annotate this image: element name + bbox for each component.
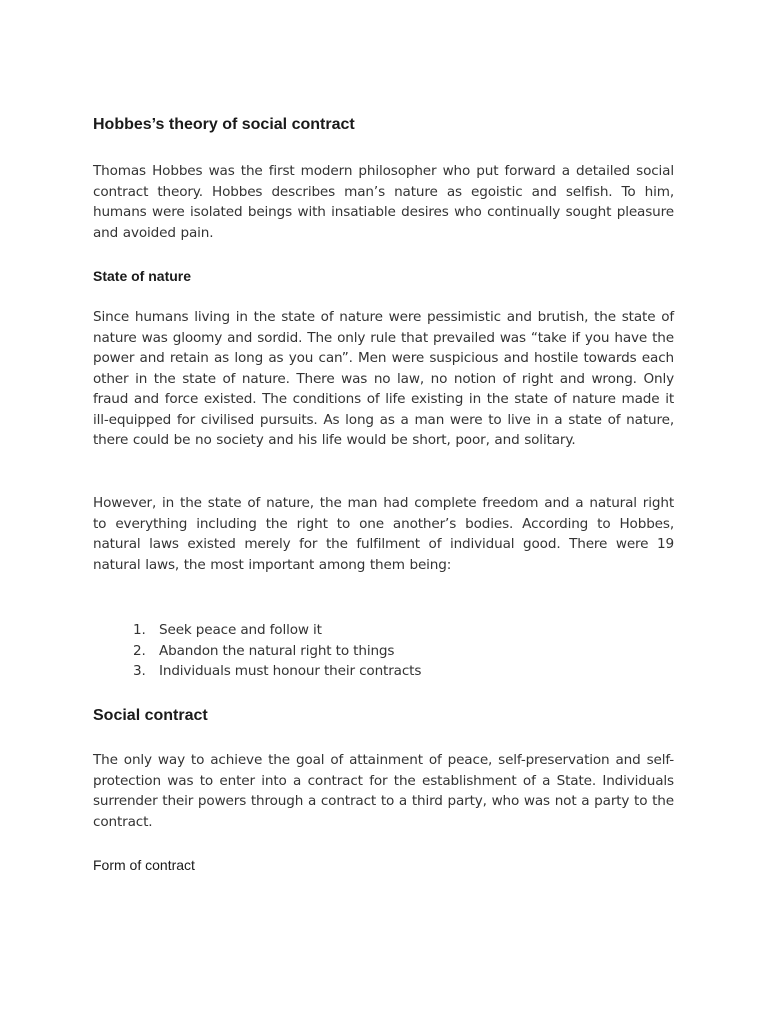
heading-social-contract: Social contract xyxy=(93,707,208,724)
list-item-text: Seek peace and follow it xyxy=(159,622,322,638)
list-item-number: 2. xyxy=(133,642,146,659)
list-item-number: 1. xyxy=(133,622,146,638)
list-item-number: 3. xyxy=(133,663,146,679)
list-item xyxy=(133,641,421,662)
list-item-text: Abandon the natural right to things xyxy=(159,642,395,659)
heading-state-of-nature: State of nature xyxy=(93,268,192,284)
heading-form-of-contract: Form of contract xyxy=(93,857,195,873)
state-of-nature-paragraph-1: Since humans living in the state of nature were pessimistic and brutish, the state of nature was gloomy and sordid. The only rule that prevailed was “take if you have the power and retain as long as you can”. Men were suspicious and hostile towards each other in the state of nature. There was no law, no notion of right and wrong. Only fraud and force existed. The conditions of life existing in the state of nature made it ill-equipped for civilised pursuits. As long as a man were to live in a state of nature, there could be no society and his life would be short, poor, and solitary. xyxy=(93,309,674,448)
natural-laws-list xyxy=(133,620,421,682)
state-of-nature-paragraph-2: However, in the state of nature, the man had complete freedom and a natural right to everything including the right to one another’s bodies. According to Hobbes, natural laws existed merely for the fulfilment of individual good. There were 19 natural laws, the most important among them being: xyxy=(93,495,674,573)
intro-paragraph: Thomas Hobbes was the first modern philosopher who put forward a detailed social contract theory. Hobbes describes man’s nature as egoistic and selfish. To him, humans were isolated beings with insatiable desires who continually sought pleasure and avoided pain. xyxy=(93,163,674,241)
document-title: Hobbes’s theory of social contract xyxy=(93,116,355,133)
list-item xyxy=(133,620,421,641)
list-item-text: Individuals must honour their contracts xyxy=(159,663,422,679)
social-contract-paragraph: The only way to achieve the goal of attainment of peace, self-preservation and self-protection was to enter into a contract for the establishment of a State. Individuals surrender their powers through a contract to a third party, who was not a party to the contract. xyxy=(93,752,674,830)
list-item xyxy=(133,661,421,682)
